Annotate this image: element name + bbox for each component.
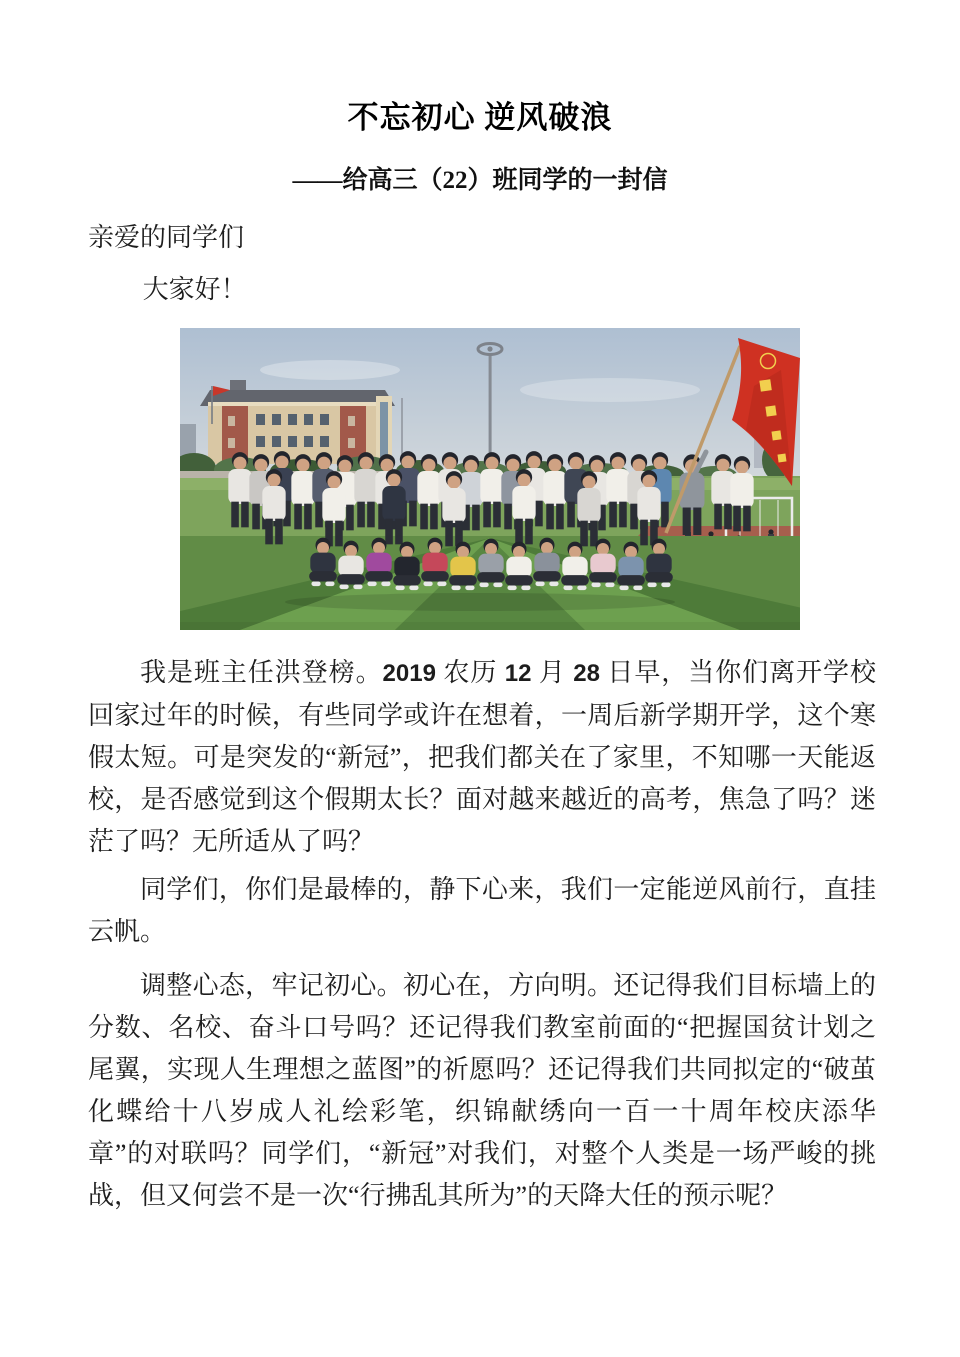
paragraph-1 <box>88 652 876 863</box>
class-photo-illustration <box>180 328 800 630</box>
p1-month: 12 <box>504 660 532 687</box>
p1-text-2: 农历 <box>435 658 505 687</box>
paragraph-2: 同学们，你们是最棒的，静下心来，我们一定能逆风前行，直挂云帆。 <box>88 875 876 946</box>
greeting: 大家好！ <box>142 275 247 304</box>
p1-text-4: 日早，当你们离开学校回家过年的时候，有些同学或许在想着，一周后新学期开学，这个寒假太短。可是突发的“新冠”，把我们都关在了家里，不知哪一天能返校，是否感觉到这个假期太长？面对越来越近的高考，焦急了吗？迷茫了吗？无所适从了吗？ <box>88 658 876 856</box>
p1-year: 2019 <box>382 660 436 687</box>
page-subtitle: ——给高三（22）班同学的一封信 <box>292 167 668 194</box>
paragraph-3: 调整心态，牢记初心。初心在，方向明。还记得我们目标墙上的分数、名校、奋斗口号吗？还记得我们教室前面的“把握国贫计划之尾翼，实现人生理想之蓝图”的祈愿吗？还记得我们共同拟定的“破茧化蝶给十八岁成人礼绘彩笔，织锦献绣向一百一十周年校庆添华章”的对联吗？同学们，“新冠”对我们，对整个人类是一场严峻的挑战，但又何尝不是一次“行拂乱其所为”的天降大任的预示呢？ <box>88 971 876 1210</box>
p1-text-3: 月 <box>531 658 574 687</box>
p1-text-1: 我是班主任洪登榜。 <box>140 658 383 687</box>
salutation: 亲爱的同学们 <box>88 223 245 252</box>
page-title: 不忘初心 逆风破浪 <box>347 100 613 135</box>
class-group-photo <box>180 328 800 630</box>
p1-day: 28 <box>573 660 600 687</box>
